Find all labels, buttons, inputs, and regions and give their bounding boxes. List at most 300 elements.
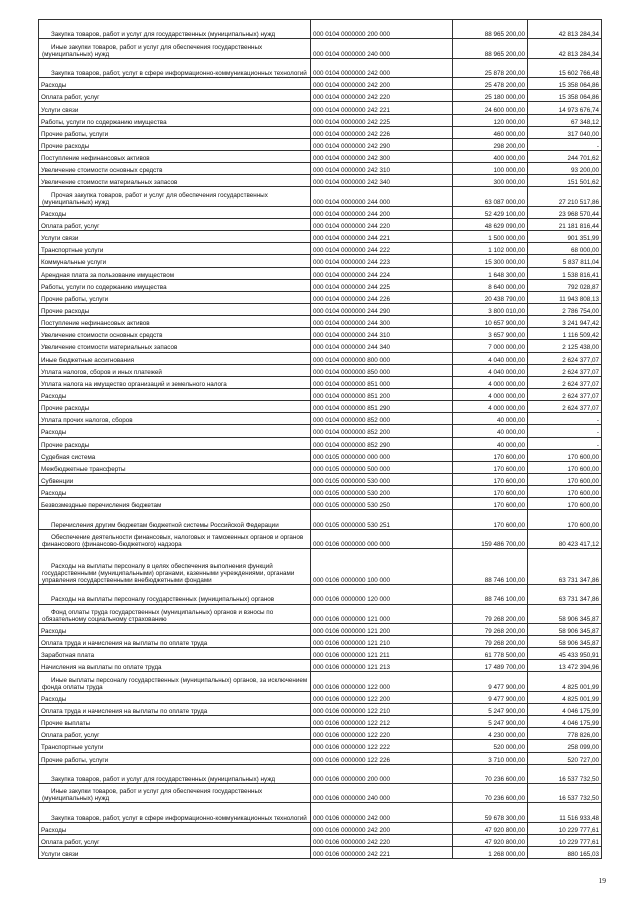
row-name-cell	[39, 78, 311, 90]
row-planned-amount: 88 965 200,00	[453, 39, 528, 58]
row-planned-amount: 9 477 900,00	[453, 691, 528, 703]
row-code: 000 0106 0000000 242 220	[311, 835, 453, 847]
table-row	[39, 243, 602, 255]
row-planned-amount: 170 600,00	[453, 473, 528, 485]
row-code: 000 0104 0000000 244 224	[311, 267, 453, 279]
row-name: Оплата труда и начисления на выплаты по оплате труда	[41, 708, 208, 716]
row-name: Оплата труда и начисления на выплаты по оплате труда	[41, 640, 208, 648]
row-planned-amount: 48 629 090,00	[453, 218, 528, 230]
row-actual-amount: 258 099,00	[528, 740, 602, 752]
row-actual-amount: 14 973 676,74	[528, 102, 602, 114]
row-name: Расходы	[41, 695, 67, 703]
row-planned-amount: 25 878 200,00	[453, 58, 528, 77]
table-row	[39, 623, 602, 635]
row-name-cell	[39, 102, 311, 114]
row-name-cell	[39, 279, 311, 291]
table-row	[39, 449, 602, 461]
table-row	[39, 206, 602, 218]
table-row	[39, 704, 602, 716]
row-actual-amount: 778 826,00	[528, 728, 602, 740]
row-code: 000 0106 0000000 242 221	[311, 847, 453, 859]
row-planned-amount: 70 236 600,00	[453, 784, 528, 803]
table-row	[39, 39, 602, 58]
row-code: 000 0106 0000000 121 000	[311, 604, 453, 623]
row-name: Расходы	[41, 826, 67, 834]
row-name: Закупка товаров, работ и услуг для государственных (муниципальных) нужд	[51, 776, 276, 783]
table-row	[39, 376, 602, 388]
row-planned-amount: 47 920 800,00	[453, 835, 528, 847]
row-name: Расходы	[41, 627, 67, 635]
table-row	[39, 784, 602, 803]
table-row	[39, 20, 602, 39]
table-row	[39, 648, 602, 660]
row-code: 000 0104 0000000 244 300	[311, 316, 453, 328]
row-actual-amount: 2 624 377,07	[528, 401, 602, 413]
row-name: Оплата работ, услуг	[41, 732, 100, 740]
row-planned-amount: 3 710 000,00	[453, 752, 528, 764]
row-code: 000 0104 0000000 242 300	[311, 151, 453, 163]
table-row	[39, 413, 602, 425]
row-name-cell	[39, 114, 311, 126]
row-code: 000 0106 0000000 122 220	[311, 728, 453, 740]
row-actual-amount: 16 537 732,50	[528, 764, 602, 783]
row-name: Оплата работ, услуг	[41, 223, 100, 231]
row-name: Арендная плата за пользование имуществом	[41, 271, 175, 279]
row-name: Субвенции	[41, 477, 74, 485]
row-name: Расходы на выплаты персоналу в целях обеспечения выполнения функций государственными (муниципальными) органами, казенными учреждениями, органами управления государственными внебюджетными фондами	[42, 562, 295, 585]
table-row	[39, 740, 602, 752]
table-row	[39, 218, 602, 230]
row-name: Уплата налога на имущество организаций и земельного налога	[41, 380, 227, 388]
row-planned-amount: 59 678 300,00	[453, 803, 528, 822]
row-name-cell	[39, 740, 311, 752]
table-row	[39, 835, 602, 847]
row-name-cell	[39, 388, 311, 400]
row-planned-amount: 1 102 000,00	[453, 243, 528, 255]
row-name: Закупка товаров, работ, услуг в сфере информационно-коммуникационных технологий	[51, 70, 307, 78]
table-row	[39, 388, 602, 400]
row-name-cell	[39, 764, 311, 783]
row-actual-amount: 170 600,00	[528, 510, 602, 529]
row-actual-amount: 170 600,00	[528, 486, 602, 498]
row-name: Закупка товаров, работ и услуг для государственных (муниципальных) нужд	[51, 31, 276, 39]
row-planned-amount: 61 778 500,00	[453, 648, 528, 660]
row-actual-amount: 58 906 345,87	[528, 623, 602, 635]
row-name-cell	[39, 672, 311, 691]
row-code: 000 0104 0000000 244 220	[311, 218, 453, 230]
row-planned-amount: 4 040 000,00	[453, 364, 528, 376]
row-name-cell	[39, 425, 311, 437]
row-name-cell	[39, 716, 311, 728]
row-name: Прочие работы, услуги	[41, 295, 109, 303]
row-actual-amount: 58 906 345,87	[528, 636, 602, 648]
row-actual-amount: 23 968 570,44	[528, 206, 602, 218]
row-name: Межбюджетные трансферты	[41, 465, 126, 473]
row-code: 000 0104 0000000 242 000	[311, 58, 453, 77]
row-actual-amount: -	[528, 425, 602, 437]
table-row	[39, 255, 602, 267]
row-name: Судебная система	[41, 453, 96, 461]
row-code: 000 0106 0000000 122 000	[311, 672, 453, 691]
table-row	[39, 529, 602, 548]
row-planned-amount: 17 489 700,00	[453, 660, 528, 672]
row-name-cell	[39, 206, 311, 218]
row-code: 000 0104 0000000 242 340	[311, 175, 453, 187]
row-name: Услуги связи	[41, 106, 79, 114]
table-row	[39, 175, 602, 187]
row-actual-amount: 2 125 438,00	[528, 340, 602, 352]
table-row	[39, 267, 602, 279]
row-actual-amount: 68 000,00	[528, 243, 602, 255]
table-row	[39, 461, 602, 473]
row-name-cell	[39, 691, 311, 703]
row-name-cell	[39, 549, 311, 585]
row-actual-amount: 2 624 377,07	[528, 376, 602, 388]
row-actual-amount: 10 229 777,61	[528, 822, 602, 834]
row-planned-amount: 159 486 700,00	[453, 529, 528, 548]
row-actual-amount: 67 348,12	[528, 114, 602, 126]
row-code: 000 0106 0000000 240 000	[311, 784, 453, 803]
row-code: 000 0106 0000000 200 000	[311, 764, 453, 783]
row-name-cell	[39, 352, 311, 364]
row-name-cell	[39, 660, 311, 672]
row-actual-amount: 5 837 811,04	[528, 255, 602, 267]
row-code: 000 0105 0000000 500 000	[311, 461, 453, 473]
table-row	[39, 78, 602, 90]
row-planned-amount: 79 268 200,00	[453, 604, 528, 623]
row-actual-amount: 80 423 417,12	[528, 529, 602, 548]
table-row	[39, 498, 602, 510]
table-row	[39, 90, 602, 102]
row-name: Поступление нефинансовых активов	[41, 320, 150, 328]
row-name: Услуги связи	[41, 235, 79, 243]
table-row	[39, 752, 602, 764]
row-code: 000 0105 0000000 530 200	[311, 486, 453, 498]
row-code: 000 0104 0000000 244 200	[311, 206, 453, 218]
row-name-cell	[39, 243, 311, 255]
table-row	[39, 187, 602, 206]
row-actual-amount: 10 229 777,61	[528, 835, 602, 847]
table-row	[39, 728, 602, 740]
row-code: 000 0106 0000000 000 000	[311, 529, 453, 548]
row-planned-amount: 8 640 000,00	[453, 279, 528, 291]
row-planned-amount: 460 000,00	[453, 126, 528, 138]
table-row	[39, 764, 602, 783]
table-row	[39, 510, 602, 529]
row-name-cell	[39, 585, 311, 604]
row-name: Фонд оплаты труда государственных (муниципальных) органов и взносы по обязательному социальному страхованию	[42, 608, 274, 623]
row-planned-amount: 52 429 100,00	[453, 206, 528, 218]
table-row	[39, 328, 602, 340]
table-row	[39, 401, 602, 413]
row-code: 000 0104 0000000 242 226	[311, 126, 453, 138]
row-code: 000 0106 0000000 122 226	[311, 752, 453, 764]
row-name-cell	[39, 316, 311, 328]
row-code: 000 0106 0000000 100 000	[311, 549, 453, 585]
table-row	[39, 803, 602, 822]
row-actual-amount: 792 028,87	[528, 279, 602, 291]
table-row	[39, 486, 602, 498]
row-actual-amount: 16 537 732,50	[528, 784, 602, 803]
row-name-cell	[39, 437, 311, 449]
row-planned-amount: 4 000 000,00	[453, 388, 528, 400]
row-code: 000 0104 0000000 244 223	[311, 255, 453, 267]
table-row	[39, 636, 602, 648]
table-row	[39, 716, 602, 728]
page-number: 19	[598, 876, 606, 885]
row-planned-amount: 170 600,00	[453, 498, 528, 510]
row-name-cell	[39, 58, 311, 77]
row-code: 000 0104 0000000 850 000	[311, 364, 453, 376]
table-row	[39, 340, 602, 352]
row-planned-amount: 25 180 000,00	[453, 90, 528, 102]
row-name-cell	[39, 498, 311, 510]
table-row	[39, 473, 602, 485]
row-name-cell	[39, 752, 311, 764]
row-planned-amount: 20 438 790,00	[453, 291, 528, 303]
row-actual-amount: 170 600,00	[528, 473, 602, 485]
row-code: 000 0104 0000000 244 222	[311, 243, 453, 255]
row-name-cell	[39, 231, 311, 243]
row-code: 000 0105 0000000 530 251	[311, 510, 453, 529]
row-name: Иные закупки товаров, работ и услуг для обеспечения государственных (муниципальных) нужд	[42, 43, 263, 58]
row-code: 000 0104 0000000 242 220	[311, 90, 453, 102]
row-name-cell	[39, 218, 311, 230]
row-code: 000 0104 0000000 242 310	[311, 163, 453, 175]
row-planned-amount: 1 500 000,00	[453, 231, 528, 243]
row-name-cell	[39, 728, 311, 740]
row-name: Закупка товаров, работ, услуг в сфере информационно-коммуникационных технологий	[51, 814, 307, 822]
row-planned-amount: 79 268 200,00	[453, 623, 528, 635]
row-actual-amount: 42 813 284,34	[528, 39, 602, 58]
row-planned-amount: 9 477 900,00	[453, 672, 528, 691]
row-name-cell	[39, 413, 311, 425]
row-code: 000 0104 0000000 244 310	[311, 328, 453, 340]
row-actual-amount: 4 825 001,99	[528, 672, 602, 691]
row-planned-amount: 15 300 000,00	[453, 255, 528, 267]
budget-expenses-table	[38, 19, 602, 859]
row-code: 000 0104 0000000 200 000	[311, 20, 453, 39]
row-name-cell	[39, 529, 311, 548]
row-code: 000 0106 0000000 122 212	[311, 716, 453, 728]
table-row	[39, 660, 602, 672]
row-actual-amount: -	[528, 413, 602, 425]
row-name: Прочая закупка товаров, работ и услуг для обеспечения государственных (муниципальных) нужд	[42, 191, 268, 206]
row-name: Прочие расходы	[41, 308, 90, 315]
row-code: 000 0106 0000000 242 200	[311, 822, 453, 834]
row-actual-amount: 2 786 754,00	[528, 303, 602, 315]
row-name: Коммунальные услуги	[41, 259, 107, 267]
row-actual-amount: 27 210 517,86	[528, 187, 602, 206]
row-planned-amount: 170 600,00	[453, 461, 528, 473]
row-planned-amount: 4 040 000,00	[453, 352, 528, 364]
row-code: 000 0104 0000000 852 200	[311, 425, 453, 437]
row-planned-amount: 1 648 300,00	[453, 267, 528, 279]
row-code: 000 0104 0000000 851 290	[311, 401, 453, 413]
row-planned-amount: 3 657 900,00	[453, 328, 528, 340]
row-name-cell	[39, 847, 311, 859]
table-row	[39, 126, 602, 138]
row-actual-amount: 880 165,03	[528, 847, 602, 859]
row-actual-amount: 13 472 394,96	[528, 660, 602, 672]
row-planned-amount: 47 920 800,00	[453, 822, 528, 834]
row-name-cell	[39, 255, 311, 267]
row-name-cell	[39, 163, 311, 175]
row-planned-amount: 1 268 000,00	[453, 847, 528, 859]
row-name-cell	[39, 486, 311, 498]
row-name: Обеспечение деятельности финансовых, налоговых и таможенных органов и органов финансового (финансово-бюджетного) надзора	[42, 533, 304, 549]
row-planned-amount: 10 657 900,00	[453, 316, 528, 328]
row-name-cell	[39, 449, 311, 461]
row-actual-amount: 15 358 064,86	[528, 78, 602, 90]
row-code: 000 0104 0000000 851 000	[311, 376, 453, 388]
table-row	[39, 114, 602, 126]
row-name-cell	[39, 364, 311, 376]
row-name: Работы, услуги по содержанию имущества	[41, 118, 167, 126]
row-actual-amount: 93 200,00	[528, 163, 602, 175]
row-code: 000 0104 0000000 244 226	[311, 291, 453, 303]
row-actual-amount: 170 600,00	[528, 461, 602, 473]
row-code: 000 0104 0000000 244 225	[311, 279, 453, 291]
row-name-cell	[39, 376, 311, 388]
row-name-cell	[39, 20, 311, 39]
row-name-cell	[39, 39, 311, 58]
row-actual-amount: 1 538 816,41	[528, 267, 602, 279]
row-name: Расходы	[41, 82, 67, 90]
row-name: Увеличение стоимости материальных запасов	[41, 179, 178, 187]
row-code: 000 0104 0000000 240 000	[311, 39, 453, 58]
row-name-cell	[39, 340, 311, 352]
row-name-cell	[39, 151, 311, 163]
table-row	[39, 585, 602, 604]
row-name: Услуги связи	[41, 851, 79, 859]
row-actual-amount: 4 046 175,99	[528, 716, 602, 728]
row-name: Уплата налогов, сборов и иных платежей	[41, 368, 162, 376]
row-actual-amount: 520 727,00	[528, 752, 602, 764]
row-planned-amount: 100 000,00	[453, 163, 528, 175]
row-actual-amount: 170 600,00	[528, 498, 602, 510]
row-code: 000 0104 0000000 244 340	[311, 340, 453, 352]
row-planned-amount: 88 746 100,00	[453, 585, 528, 604]
row-actual-amount: 244 701,62	[528, 151, 602, 163]
row-name: Прочие работы, услуги	[41, 130, 109, 138]
row-planned-amount: 88 746 100,00	[453, 549, 528, 585]
row-planned-amount: 4 000 000,00	[453, 401, 528, 413]
row-code: 000 0106 0000000 122 222	[311, 740, 453, 752]
row-actual-amount: 2 624 377,07	[528, 388, 602, 400]
row-planned-amount: 520 000,00	[453, 740, 528, 752]
row-planned-amount: 120 000,00	[453, 114, 528, 126]
row-actual-amount: 15 602 766,48	[528, 58, 602, 77]
row-name: Заработная плата	[41, 652, 95, 660]
row-planned-amount: 300 000,00	[453, 175, 528, 187]
table-row	[39, 425, 602, 437]
row-actual-amount: 151 501,62	[528, 175, 602, 187]
row-planned-amount: 63 087 000,00	[453, 187, 528, 206]
row-name: Иные закупки товаров, работ и услуг для обеспечения государственных (муниципальных) нужд	[42, 788, 263, 803]
row-code: 000 0104 0000000 242 225	[311, 114, 453, 126]
row-name: Прочие расходы	[41, 142, 90, 150]
row-name-cell	[39, 473, 311, 485]
row-name: Увеличение стоимости основных средств	[41, 167, 163, 175]
row-planned-amount: 88 965 200,00	[453, 20, 528, 39]
table-row	[39, 279, 602, 291]
row-code: 000 0106 0000000 121 200	[311, 623, 453, 635]
row-name-cell	[39, 303, 311, 315]
table-row	[39, 364, 602, 376]
row-actual-amount: 4 825 001,99	[528, 691, 602, 703]
row-name-cell	[39, 648, 311, 660]
table-row	[39, 163, 602, 175]
row-name: Увеличение стоимости основных средств	[41, 332, 163, 340]
row-name-cell	[39, 822, 311, 834]
table-row	[39, 58, 602, 77]
table-row	[39, 316, 602, 328]
row-name: Расходы	[41, 490, 67, 498]
row-code: 000 0105 0000000 530 000	[311, 473, 453, 485]
row-code: 000 0106 0000000 121 210	[311, 636, 453, 648]
row-name: Увеличение стоимости материальных запасов	[41, 344, 178, 352]
row-planned-amount: 4 230 000,00	[453, 728, 528, 740]
row-code: 000 0104 0000000 244 290	[311, 303, 453, 315]
row-planned-amount: 5 247 900,00	[453, 716, 528, 728]
row-planned-amount: 170 600,00	[453, 486, 528, 498]
row-name-cell	[39, 604, 311, 623]
row-name-cell	[39, 126, 311, 138]
row-code: 000 0106 0000000 120 000	[311, 585, 453, 604]
row-planned-amount: 40 000,00	[453, 413, 528, 425]
row-planned-amount: 4 000 000,00	[453, 376, 528, 388]
row-code: 000 0106 0000000 242 000	[311, 803, 453, 822]
row-code: 000 0106 0000000 122 210	[311, 704, 453, 716]
row-code: 000 0104 0000000 851 200	[311, 388, 453, 400]
row-name-cell	[39, 328, 311, 340]
row-actual-amount: 58 906 345,87	[528, 604, 602, 623]
table-row	[39, 303, 602, 315]
row-name-cell	[39, 835, 311, 847]
table-row	[39, 231, 602, 243]
row-actual-amount: 4 046 175,99	[528, 704, 602, 716]
row-code: 000 0106 0000000 121 211	[311, 648, 453, 660]
row-planned-amount: 40 000,00	[453, 425, 528, 437]
row-name-cell	[39, 623, 311, 635]
table-row	[39, 151, 602, 163]
row-name-cell	[39, 90, 311, 102]
row-actual-amount: 901 351,99	[528, 231, 602, 243]
row-actual-amount: 63 731 347,86	[528, 549, 602, 585]
row-planned-amount: 5 247 900,00	[453, 704, 528, 716]
row-name-cell	[39, 510, 311, 529]
row-planned-amount: 170 600,00	[453, 449, 528, 461]
row-planned-amount: 79 268 200,00	[453, 636, 528, 648]
row-name: Расходы на выплаты персоналу государственных (муниципальных) органов	[51, 596, 275, 604]
row-actual-amount: 3 241 947,42	[528, 316, 602, 328]
row-planned-amount: 400 000,00	[453, 151, 528, 163]
row-planned-amount: 25 478 200,00	[453, 78, 528, 90]
row-name-cell	[39, 784, 311, 803]
row-name-cell	[39, 461, 311, 473]
row-actual-amount: -	[528, 437, 602, 449]
row-name: Расходы	[41, 392, 67, 400]
row-name-cell	[39, 803, 311, 822]
row-name: Транспортные услуги	[41, 247, 104, 255]
row-actual-amount: 170 600,00	[528, 449, 602, 461]
table-row	[39, 822, 602, 834]
row-actual-amount: 45 433 950,91	[528, 648, 602, 660]
row-name: Перечисления другим бюджетам бюджетной системы Российской Федерации	[51, 521, 279, 529]
row-actual-amount: 11 943 808,13	[528, 291, 602, 303]
row-name: Расходы	[41, 429, 67, 437]
